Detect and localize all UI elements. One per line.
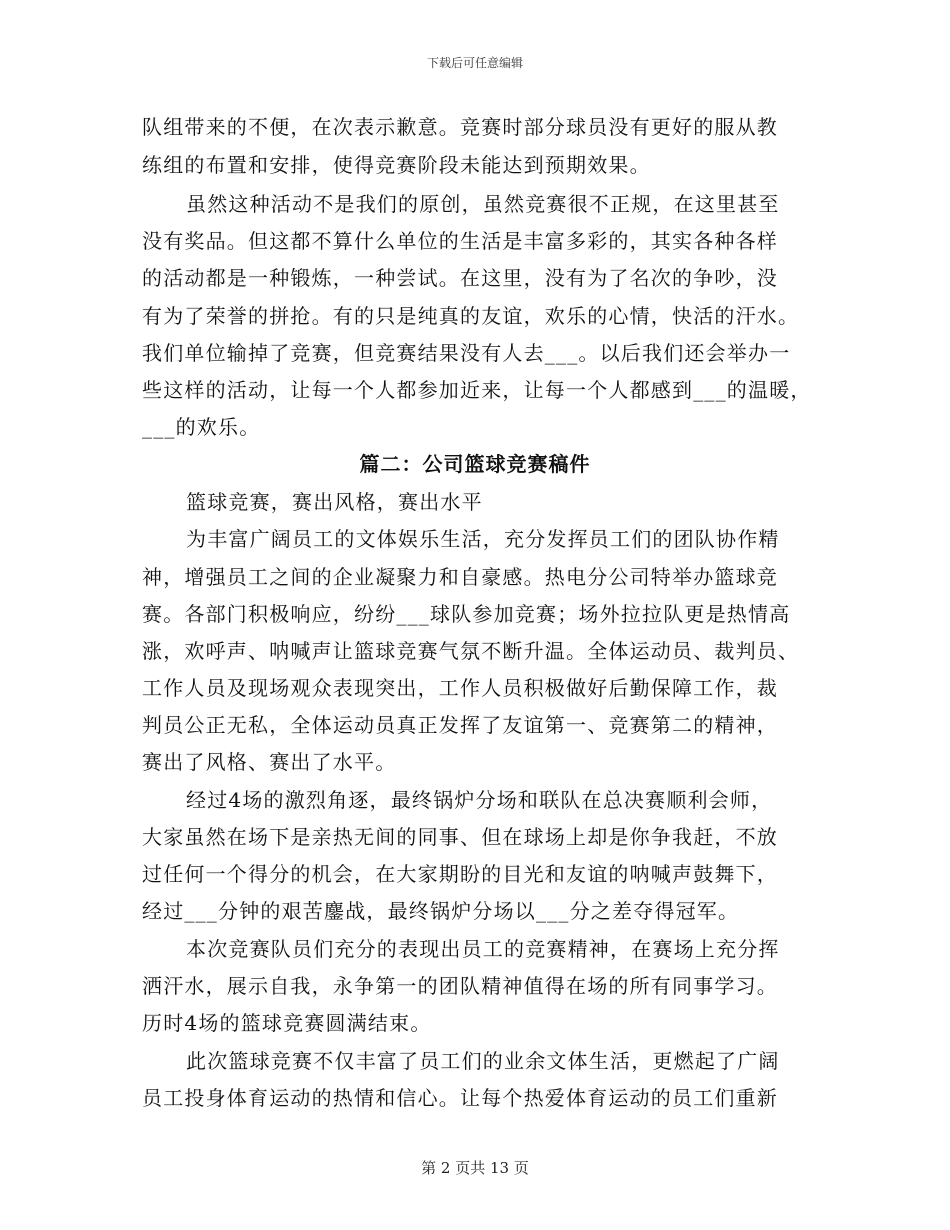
body-text-line: 员工投身体育运动的热情和信心。让每个热爱体育运动的员工们重新 <box>142 1086 778 1110</box>
body-text-line: 赛出了风格、赛出了水平。 <box>142 750 397 774</box>
body-text-line: 些这样的活动，让每一个人都参加近来，让每一个人都感到___的温暖， <box>142 378 812 402</box>
page-header: 下载后可任意编辑 <box>426 56 523 70</box>
section-title: 篇二：公司篮球竞赛稿件 <box>359 452 591 476</box>
body-text-line: 历时4场的篮球竞赛圆满结束。 <box>142 1011 432 1035</box>
body-text-line: 判员公正无私，全体运动员真正发挥了友谊第一、竞赛第二的精神， <box>142 713 778 737</box>
body-text-line: ___的欢乐。 <box>142 415 261 439</box>
body-text-line: 洒汗水，展示自我，永争第一的团队精神值得在场的所有同事学习。 <box>142 974 778 998</box>
body-text-line: 工作人员及现场观众表现突出，工作人员积极做好后勤保障工作，裁 <box>142 676 778 700</box>
body-text-line: 此次篮球竞赛不仅丰富了员工们的业余文体生活，更燃起了广阔 <box>186 1049 780 1073</box>
body-text-line: 经过4场的激烈角逐，最终锅炉分场和联队在总决赛顺利会师， <box>186 788 773 812</box>
body-text-line: 本次竞赛队员们充分的表现出员工的竞赛精神，在赛场上充分挥 <box>186 937 780 961</box>
body-text-line: 过任何一个得分的机会，在大家期盼的目光和友谊的呐喊声鼓舞下， <box>142 862 778 886</box>
body-text-line: 赛。各部门积极响应，纷纷___球队参加竞赛；场外拉拉队更是热情高 <box>142 602 791 626</box>
body-text-line: 大家虽然在场下是亲热无间的同事、但在球场上却是你争我赶，不放 <box>142 825 778 849</box>
body-text-line: 的活动都是一种锻炼，一种尝试。在这里，没有为了名次的争吵，没 <box>142 266 778 290</box>
page-footer: 第 2 页共 13 页 <box>421 1159 529 1177</box>
body-text-line: 经过___分钟的艰苦鏖战，最终锅炉分场以___分之差夺得冠军。 <box>142 899 740 923</box>
body-text-line: 有为了荣誉的拼抢。有的只是纯真的友谊，欢乐的心情，快活的汗水。 <box>142 304 800 328</box>
body-text-line: 我们单位输掉了竞赛，但竞赛结果没有人去___。以后我们还会举办一 <box>142 341 791 365</box>
body-text-line: 队组带来的不便，在次表示歉意。竞赛时部分球员没有更好的服从教 <box>142 115 778 139</box>
body-text-line: 为丰富广阔员工的文体娱乐生活，充分发挥员工们的团队协作精 <box>186 527 780 551</box>
body-text-line: 练组的布置和安排，使得竞赛阶段未能达到预期效果。 <box>142 153 651 177</box>
subtitle: 篮球竞赛，赛出风格，赛出水平 <box>186 490 483 514</box>
body-text-line: 涨，欢呼声、呐喊声让篮球竞赛气氛不断升温。全体运动员、裁判员、 <box>142 639 800 663</box>
body-text-line: 没有奖品。但这都不算什么单位的生活是丰富多彩的，其实各种各样 <box>142 229 778 253</box>
body-text-line: 神，增强员工之间的企业凝聚力和自豪感。热电分公司特举办篮球竞 <box>142 565 778 589</box>
body-text-line: 虽然这种活动不是我们的原创，虽然竞赛很不正规，在这里甚至 <box>186 192 780 216</box>
